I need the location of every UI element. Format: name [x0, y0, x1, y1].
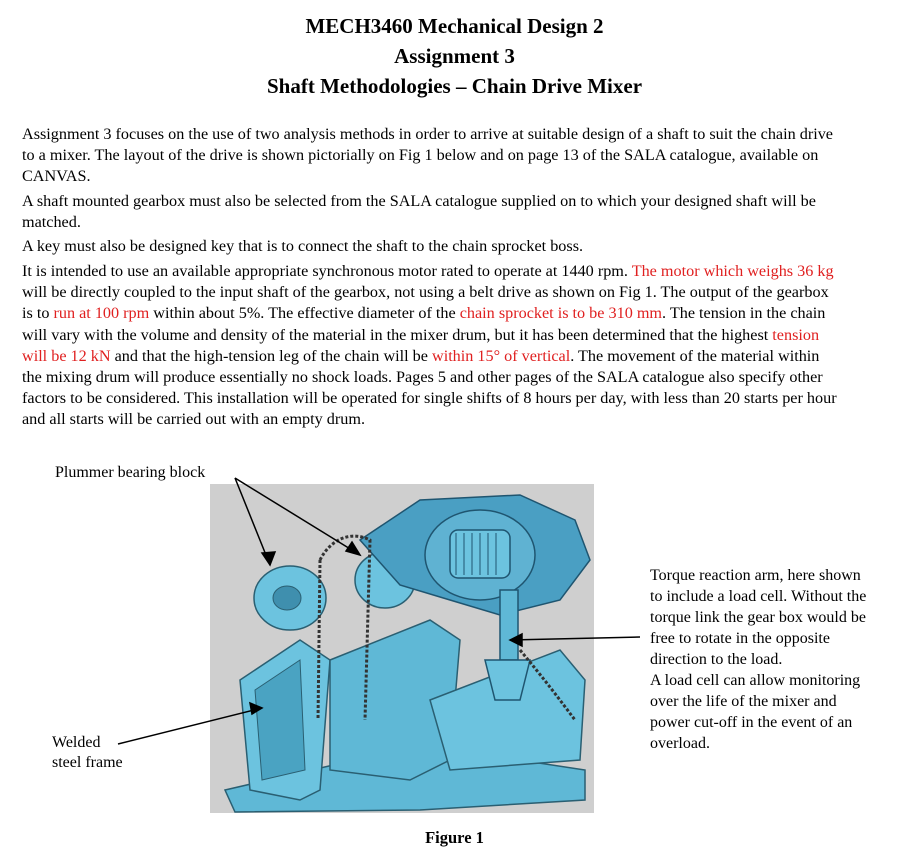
- spec-chain-tension: tension will be 12 kN: [22, 325, 820, 365]
- torque-line-7: over the life of the mixer and: [650, 693, 837, 710]
- subtitle: Shaft Methodologies – Chain Drive Mixer: [266, 74, 643, 98]
- torque-arm: [500, 590, 518, 660]
- torque-arm-note: [650, 565, 866, 754]
- label-steel-frame: steel frame: [52, 754, 123, 771]
- course-title: MECH3460 Mechanical Design 2: [305, 14, 604, 38]
- label-welded: Welded: [52, 734, 101, 751]
- assignment-title: Assignment 3: [394, 44, 515, 68]
- spec-tension-angle: within 15° of vertical: [432, 346, 571, 365]
- torque-line-6: A load cell can allow monitoring: [650, 672, 861, 689]
- torque-line-4: free to rotate in the opposite: [650, 630, 830, 647]
- spec-text-1: It is intended to use an available appropriate synchronous motor rated to operate at 1440 rpm.: [22, 262, 632, 280]
- torque-line-5: direction to the load.: [650, 651, 783, 668]
- spec-text-6: . The movement of the material within the mixing drum will produce essentially no shock loads. Pages 5 and other pages of the SALA catalogue also specify other factors to be considered. This installation will be operated for single shifts of 8 hours per day, with less than 20 starts per hour and all starts will be carried out with an empty drum.: [22, 346, 837, 429]
- torque-line-2: to include a load cell. Without the: [650, 588, 867, 605]
- spec-text-5: and that the high-tension leg of the chain will be: [110, 346, 432, 365]
- torque-line-8: power cut-off in the event of an: [650, 714, 853, 731]
- torque-line-1: Torque reaction arm, here shown: [650, 567, 861, 584]
- spec-text-4: . The tension in the chain will vary with the volume and density of the material in the mixer drum, but it has been determined that the highest: [22, 304, 826, 344]
- paragraph-intro: Assignment 3 focuses on the use of two analysis methods in order to arrive at suitable design of a shaft to suit the chain drive to a mixer. The layout of the drive is shown pictorially on Fig 1 below and on page 13 of the SALA catalogue, available on CANVAS.: [22, 125, 833, 186]
- spec-text-2: will be directly coupled to the input shaft of the gearbox, not using a belt drive as shown on Fig 1. The output of the gearbox is to: [22, 283, 829, 323]
- spec-output-speed: run at 100 rpm: [53, 304, 150, 323]
- plummer-bore-left: [273, 586, 301, 610]
- torque-line-9: overload.: [650, 735, 710, 752]
- spec-motor-weight: The motor which weighs 36 kg: [631, 262, 834, 280]
- paragraph-gearbox: A shaft mounted gearbox must also be selected from the SALA catalogue supplied on to which your designed shaft will be matched.: [22, 192, 816, 232]
- label-plummer-bearing: Plummer bearing block: [55, 464, 206, 481]
- spec-sprocket-diameter: chain sprocket is to be 310 mm: [459, 304, 663, 323]
- spec-text-3: within about 5%. The effective diameter of the: [149, 304, 460, 323]
- figure-caption: Figure 1: [425, 828, 484, 847]
- torque-line-3: torque link the gear box would be: [650, 609, 866, 626]
- paragraph-key: A key must also be designed key that is to connect the shaft to the chain sprocket boss.: [22, 237, 584, 255]
